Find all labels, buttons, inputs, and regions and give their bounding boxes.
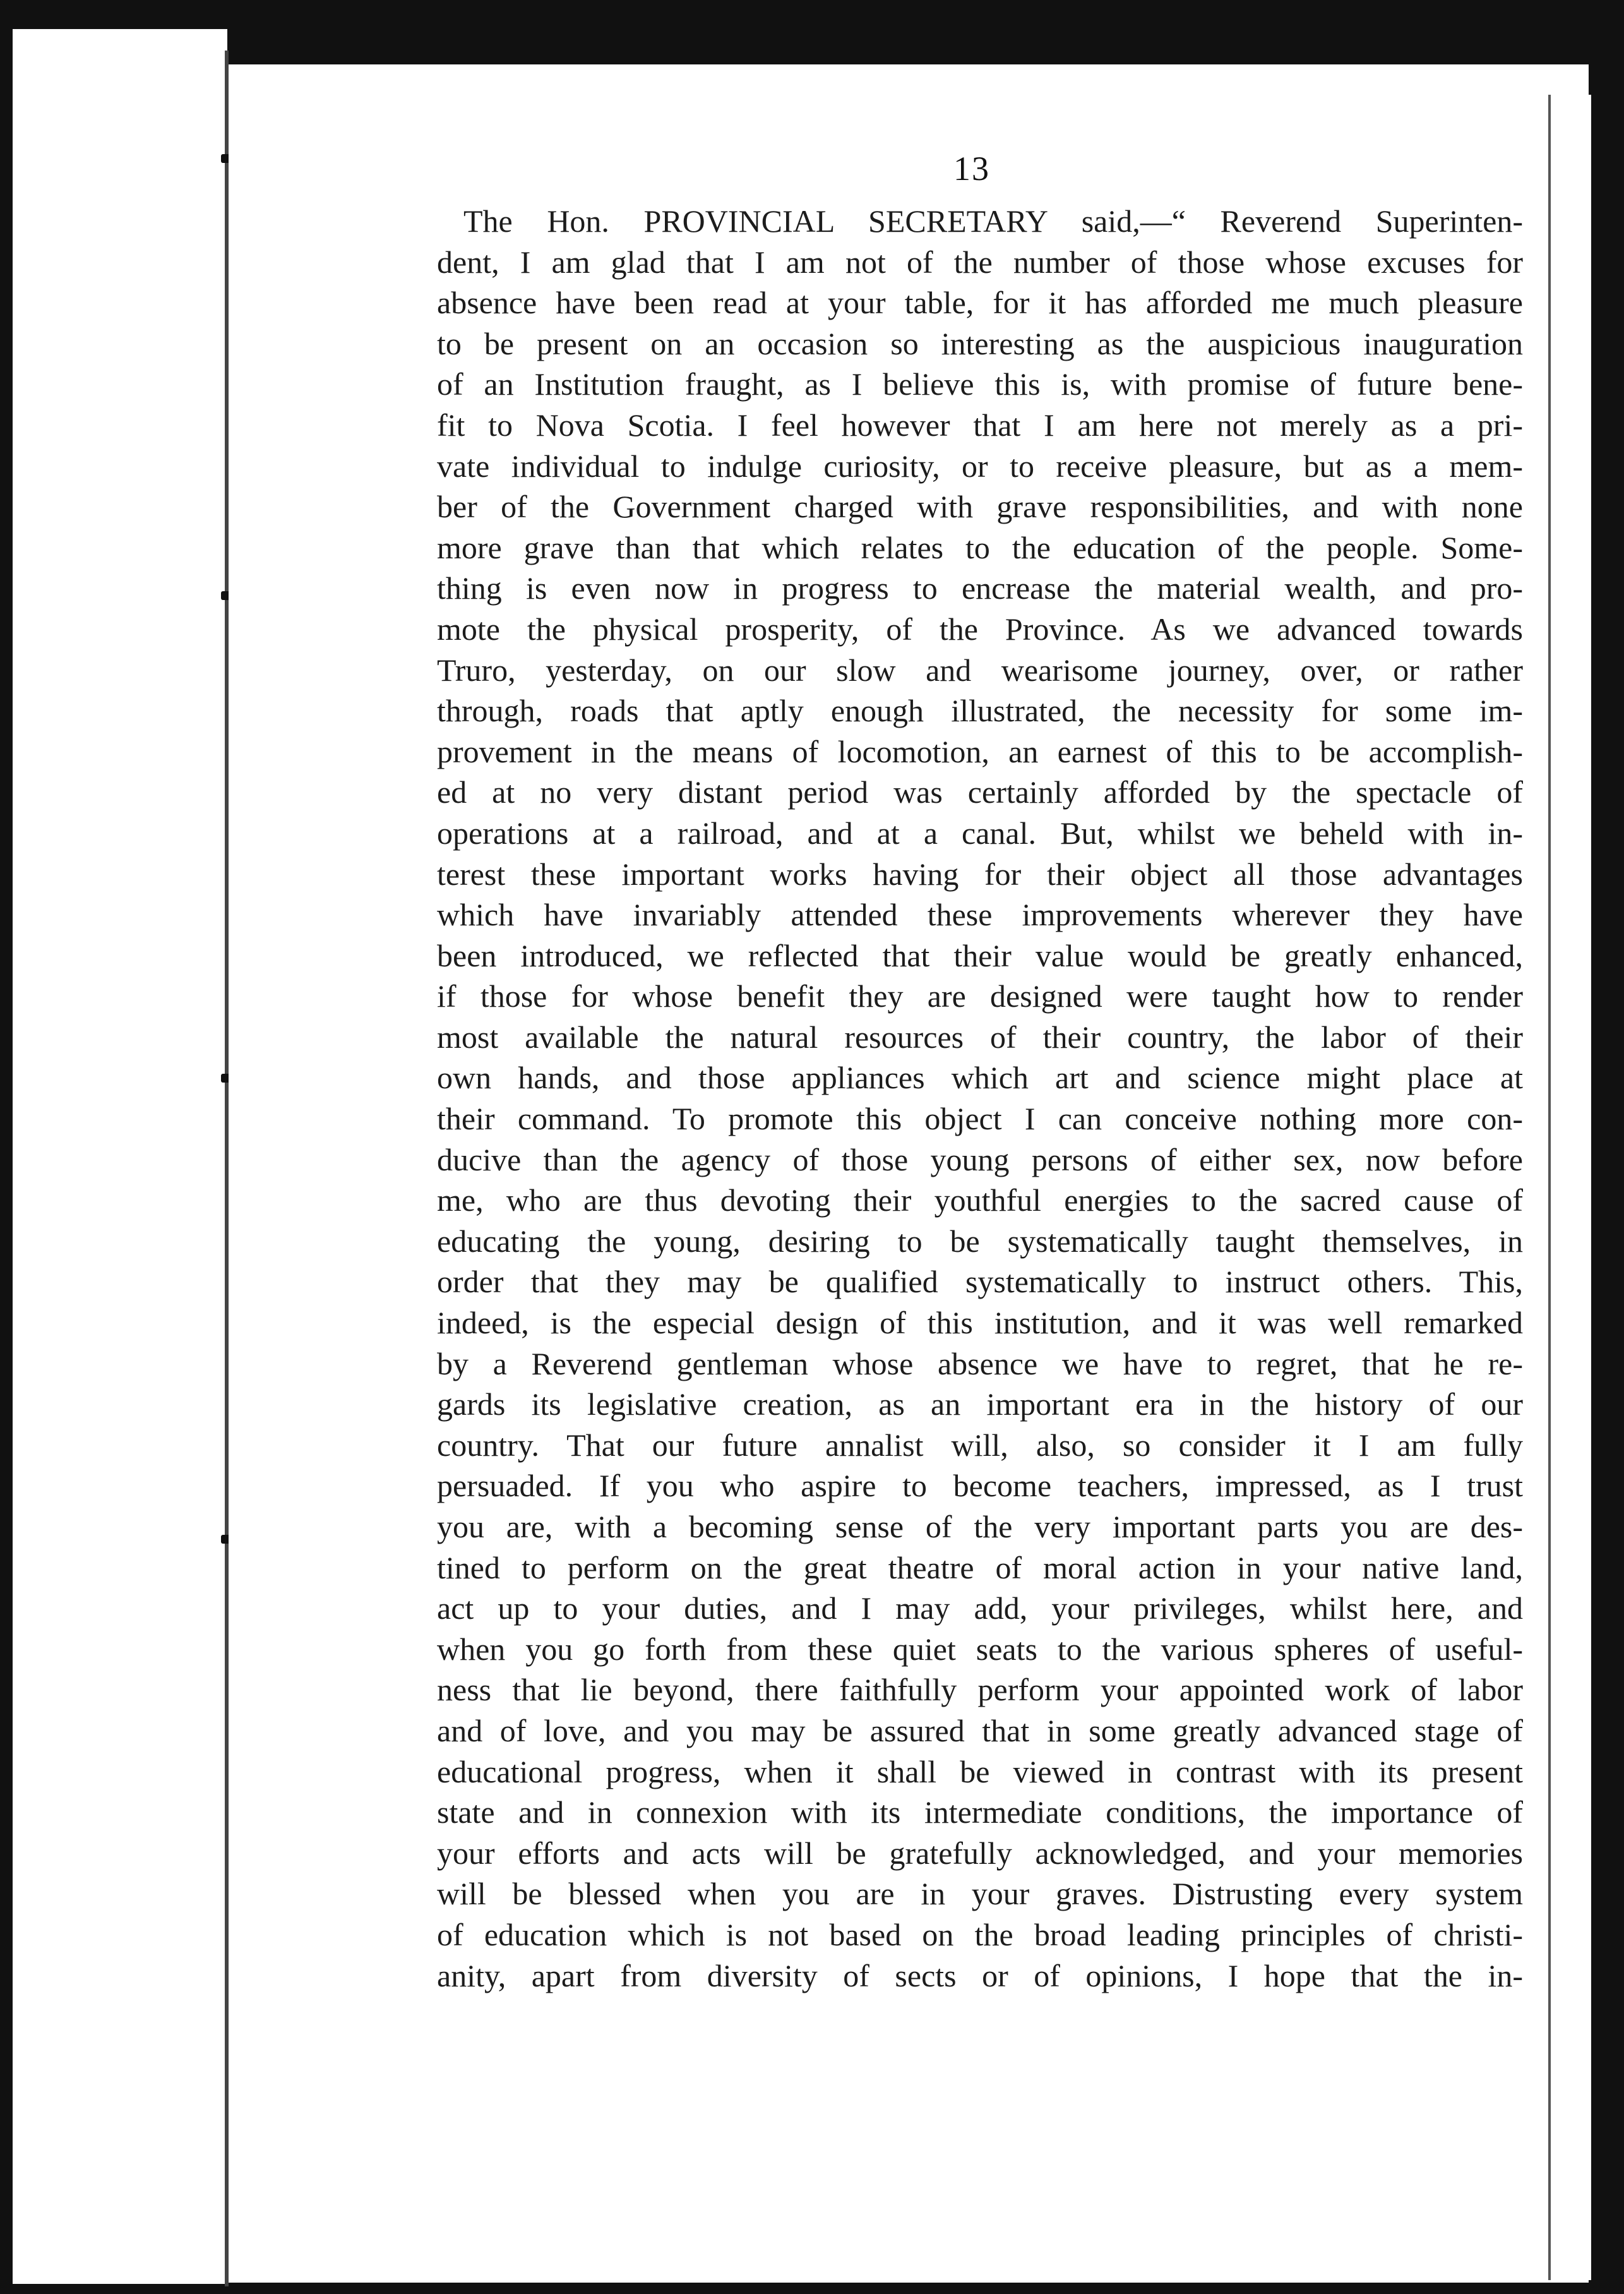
text-line: fit to Nova Scotia. I feel however that I am here not merely as a pri-	[437, 407, 1523, 443]
text-line: of an Institution fraught, as I believe this is, with promise of future bene-	[437, 366, 1523, 402]
text-line: absence have been read at your table, for it has afforded me much pleasure	[437, 285, 1523, 321]
previous-page-edge	[13, 29, 227, 2284]
text-line: gards its legislative creation, as an important era in the history of our	[437, 1386, 1523, 1422]
text-line: educating the young, desiring to be systematically taught themselves, in	[437, 1223, 1523, 1259]
page-right-edge	[1548, 95, 1591, 2280]
text-line: when you go forth from these quiet seats to the various spheres of useful-	[437, 1631, 1523, 1667]
scan-border-top-notch	[227, 29, 1591, 64]
text-line: ber of the Government charged with grave responsibilities, and with none	[437, 489, 1523, 525]
text-line: and of love, and you may be assured that in some greatly advanced stage of	[437, 1712, 1523, 1748]
text-line: me, who are thus devoting their youthful energies to the sacred cause of	[437, 1182, 1523, 1218]
text-line: mote the physical prosperity, of the Province. As we advanced towards	[437, 611, 1523, 647]
text-line: state and in connexion with its intermediate conditions, the importance of	[437, 1794, 1523, 1830]
scan-border-bottom	[0, 2283, 1624, 2294]
text-line: country. That our future annalist will, also, so consider it I am fully	[437, 1427, 1523, 1463]
text-line: which have invariably attended these improvements wherever they have	[437, 897, 1523, 933]
text-line: anity, apart from diversity of sects or of opinions, I hope that the in-	[437, 1957, 1523, 1993]
page-number: 13	[953, 150, 990, 188]
text-line: operations at a railroad, and at a canal. But, whilst we beheld with in-	[437, 815, 1523, 851]
text-line: indeed, is the especial design of this institution, and it was well remarked	[437, 1305, 1523, 1341]
text-line: will be blessed when you are in your graves. Distrusting every system	[437, 1876, 1523, 1912]
text-line: vate individual to indulge curiosity, or to receive pleasure, but as a mem-	[437, 448, 1523, 484]
text-line: ness that lie beyond, there faithfully perform your appointed work of labor	[437, 1672, 1523, 1708]
text-line: The Hon. PROVINCIAL SECRETARY said,—“ Reverend Superinten-	[463, 203, 1523, 239]
text-line: educational progress, when it shall be viewed in contrast with its present	[437, 1753, 1523, 1789]
text-line: you are, with a becoming sense of the very important parts you are des-	[437, 1509, 1523, 1544]
text-line: own hands, and those appliances which art and science might place at	[437, 1060, 1523, 1096]
text-line: Truro, yesterday, on our slow and wearisome journey, over, or rather	[437, 652, 1523, 688]
text-line: thing is even now in progress to encrease the material wealth, and pro-	[437, 570, 1523, 606]
text-line: been introduced, we reflected that their value would be greatly enhanced,	[437, 937, 1523, 973]
scan-border-left	[0, 0, 13, 2294]
text-line: terest these important works having for their object all those advantages	[437, 856, 1523, 892]
text-line: if those for whose benefit they are designed were taught how to render	[437, 978, 1523, 1014]
text-line: dent, I am glad that I am not of the number of those whose excuses for	[437, 244, 1523, 280]
text-line: ed at no very distant period was certainly afforded by the spectacle of	[437, 774, 1523, 810]
text-line: your efforts and acts will be gratefully acknowledged, and your memories	[437, 1835, 1523, 1871]
text-line: of education which is not based on the broad leading principles of christi-	[437, 1916, 1523, 1952]
text-line: order that they may be qualified systematically to instruct others. This,	[437, 1264, 1523, 1300]
text-line: by a Reverend gentleman whose absence we have to regret, that he re-	[437, 1345, 1523, 1381]
text-line: provement in the means of locomotion, an earnest of this to be accomplish-	[437, 733, 1523, 769]
body-text	[437, 201, 1523, 1996]
text-line: to be present on an occasion so interesting as the auspicious inauguration	[437, 325, 1523, 361]
text-line: most available the natural resources of their country, the labor of their	[437, 1019, 1523, 1055]
text-line: through, roads that aptly enough illustrated, the necessity for some im-	[437, 693, 1523, 729]
scan-border-right	[1589, 0, 1624, 2294]
text-line: their command. To promote this object I can conceive nothing more con-	[437, 1101, 1523, 1137]
text-line: more grave than that which relates to the education of the people. Some-	[437, 529, 1523, 565]
scan-border-top	[0, 0, 1624, 29]
text-line: persuaded. If you who aspire to become teachers, impressed, as I trust	[437, 1468, 1523, 1504]
text-line: tined to perform on the great theatre of moral action in your native land,	[437, 1549, 1523, 1585]
text-line: ducive than the agency of those young persons of either sex, now before	[437, 1141, 1523, 1177]
text-line: act up to your duties, and I may add, your privileges, whilst here, and	[437, 1590, 1523, 1626]
